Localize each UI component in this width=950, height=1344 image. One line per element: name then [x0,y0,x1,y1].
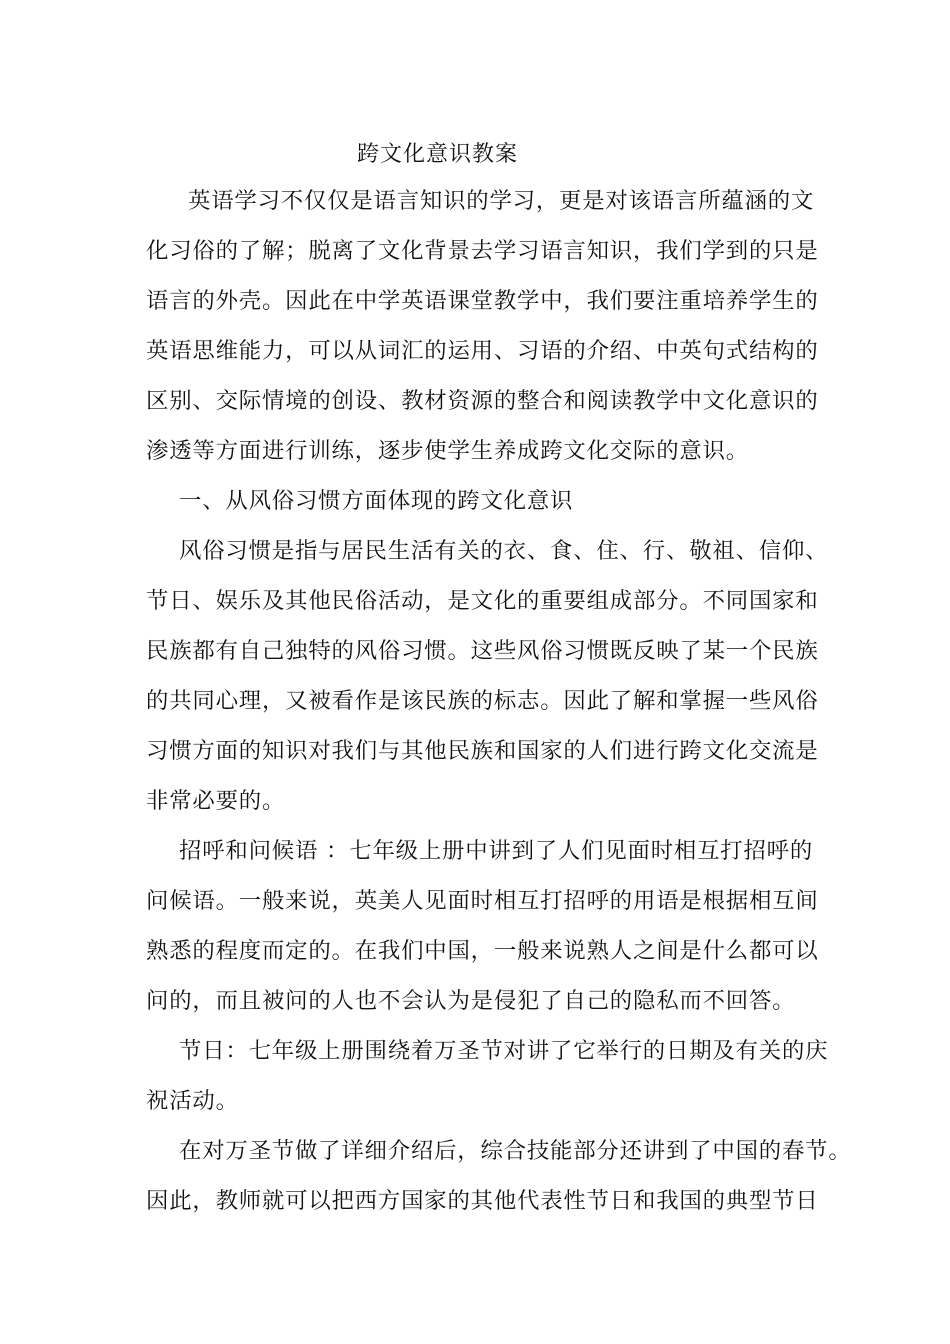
paragraph-line: 风俗习惯是指与居民生活有关的衣、食、住、行、敬祖、信仰、 [179,538,829,564]
paragraph-line: 节日、娱乐及其他民俗活动，是文化的重要组成部分。不同国家和 [146,588,819,614]
document-title: 跨文化意识教案 [357,142,519,167]
paragraph-line: 渗透等方面进行训练，逐步使学生养成跨文化交际的意识。 [146,438,749,464]
paragraph-line: 问的，而且被问的人也不会认为是侵犯了自己的隐私而不回答。 [146,988,796,1014]
paragraph-line: 民族都有自己独特的风俗习惯。这些风俗习惯既反映了某一个民族 [146,638,819,664]
paragraph-line: 化习俗的了解；脱离了文化背景去学习语言知识，我们学到的只是 [146,238,819,264]
section-heading: 一、从风俗习惯方面体现的跨文化意识 [179,488,574,514]
paragraph-line: 英语思维能力，可以从词汇的运用、习语的介绍、中英句式结构的 [146,338,819,364]
paragraph-line: 节日：七年级上册围绕着万圣节对讲了它举行的日期及有关的庆 [179,1038,829,1064]
paragraph-line: 因此，教师就可以把西方国家的其他代表性节日和我国的典型节日 [146,1188,819,1214]
paragraph-line: 在对万圣节做了详细介绍后，综合技能部分还讲到了中国的春节。 [179,1138,852,1164]
paragraph-line: 语言的外壳。因此在中学英语课堂教学中，我们要注重培养学生的 [146,288,819,314]
paragraph-line: 的共同心理，又被看作是该民族的标志。因此了解和掌握一些风俗 [146,688,819,714]
paragraph-line: 招呼和问候语 ：七年级上册中讲到了人们见面时相互打招呼的 [179,838,814,864]
paragraph-line: 非常必要的。 [146,788,286,814]
paragraph-line: 熟悉的程度而定的。在我们中国，一般来说熟人之间是什么都可以 [146,938,819,964]
paragraph-line: 祝活动。 [146,1088,239,1114]
paragraph-line: 英语学习不仅仅是语言知识的学习，更是对该语言所蕴涵的文 [188,188,815,214]
paragraph-line: 问候语。一般来说，英美人见面时相互打招呼的用语是根据相互间 [146,888,819,914]
paragraph-line: 习惯方面的知识对我们与其他民族和国家的人们进行跨文化交流是 [146,738,819,764]
paragraph-line: 区别、交际情境的创设、教材资源的整合和阅读教学中文化意识的 [146,388,819,414]
